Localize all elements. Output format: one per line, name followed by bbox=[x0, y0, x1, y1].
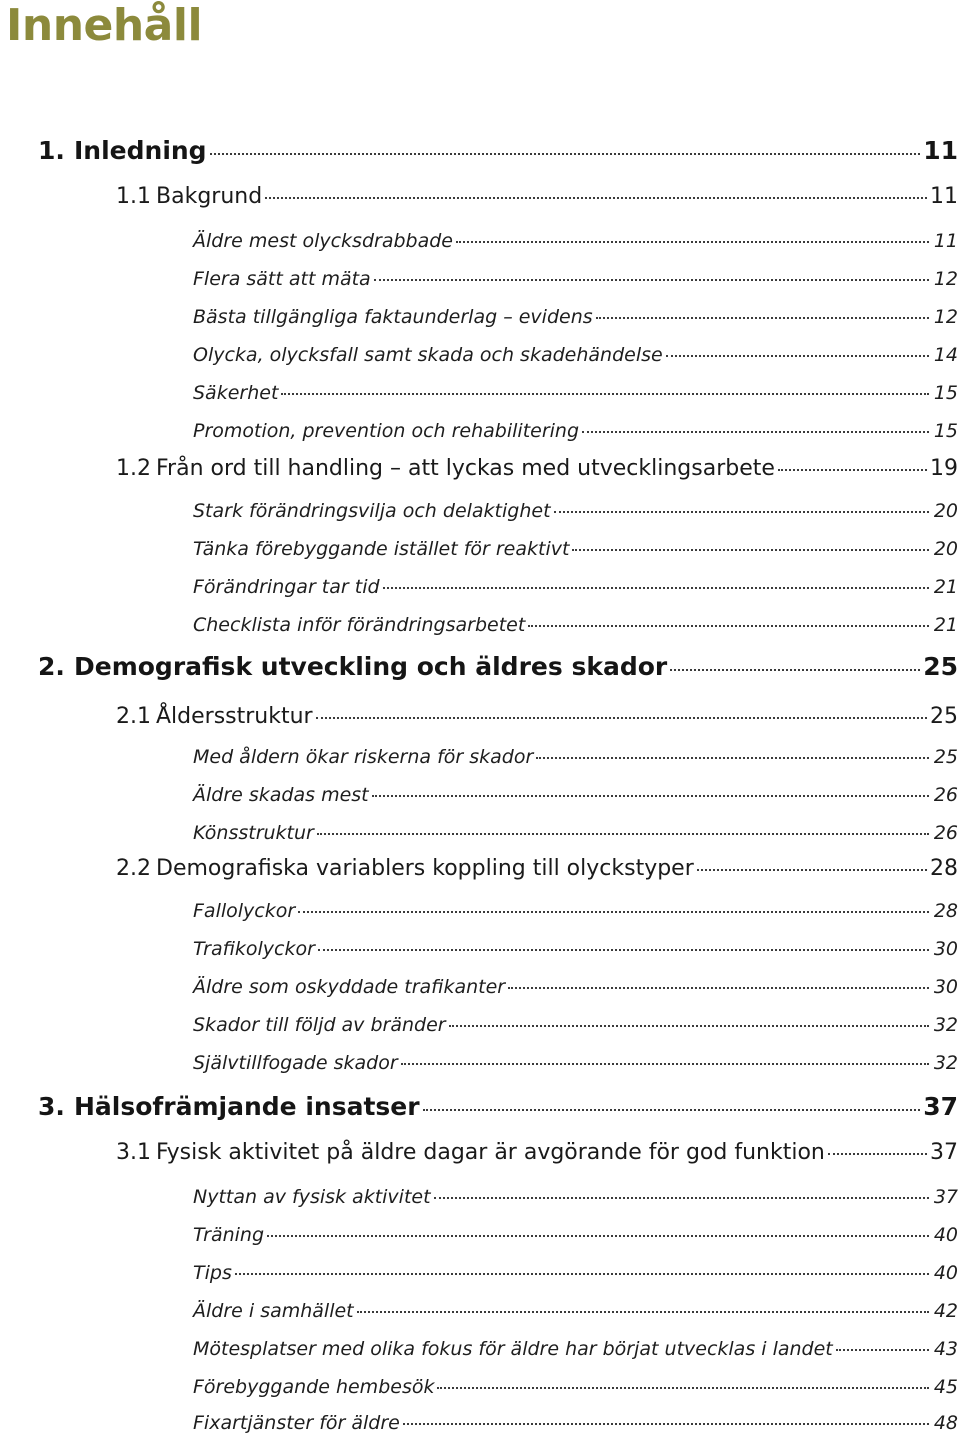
dot-leader bbox=[357, 1311, 929, 1313]
toc-chapter[interactable] bbox=[38, 1092, 958, 1122]
dot-leader bbox=[281, 393, 929, 395]
toc-title: Säkerhet bbox=[193, 382, 279, 404]
dot-leader bbox=[401, 1063, 929, 1065]
toc-page-number: 32 bbox=[933, 1052, 958, 1074]
dot-leader bbox=[670, 669, 920, 671]
toc-page-number: 40 bbox=[933, 1262, 958, 1284]
toc-page-number: 40 bbox=[933, 1224, 958, 1246]
toc-page-number: 25 bbox=[923, 652, 958, 681]
toc-subsection[interactable] bbox=[193, 1186, 958, 1209]
toc-subsection[interactable] bbox=[193, 1052, 958, 1075]
toc-chapter[interactable] bbox=[38, 136, 958, 166]
toc-subsection[interactable] bbox=[193, 344, 958, 367]
toc-subsection[interactable] bbox=[193, 614, 958, 637]
toc-title: Tips bbox=[193, 1262, 232, 1284]
toc-page-number: 11 bbox=[923, 136, 958, 165]
dot-leader bbox=[697, 869, 927, 871]
toc-title: Äldre i samhället bbox=[193, 1300, 354, 1322]
dot-leader bbox=[449, 1025, 929, 1027]
page-title: Innehåll bbox=[6, 0, 203, 51]
dot-leader bbox=[317, 833, 929, 835]
toc-page-number: 32 bbox=[933, 1014, 958, 1036]
toc-title: Äldre mest olycksdrabbade bbox=[193, 230, 453, 252]
dot-leader bbox=[374, 279, 929, 281]
toc-subsection[interactable] bbox=[193, 500, 958, 523]
toc-page-number: 20 bbox=[933, 500, 958, 522]
dot-leader bbox=[298, 911, 929, 913]
dot-leader bbox=[508, 987, 929, 989]
dot-leader bbox=[316, 717, 927, 719]
toc-page-number: 21 bbox=[933, 614, 958, 636]
toc-page-number: 20 bbox=[933, 538, 958, 560]
toc-number: 2. bbox=[38, 652, 65, 681]
toc-title: Fysisk aktivitet på äldre dagar är avgörande för god funktion bbox=[156, 1140, 825, 1165]
toc-title: Demografiska variablers koppling till olyckstyper bbox=[156, 856, 694, 881]
toc-title: Hälsofrämjande insatser bbox=[74, 1092, 420, 1121]
toc-title: Checklista inför förändringsarbetet bbox=[193, 614, 526, 636]
toc-page-number: 12 bbox=[933, 306, 958, 328]
toc-number: 2.1 bbox=[116, 704, 151, 729]
toc-subsection[interactable] bbox=[193, 1262, 958, 1285]
toc-subsection[interactable] bbox=[193, 306, 958, 329]
toc-title: Äldre som oskyddade trafikanter bbox=[193, 976, 506, 998]
dot-leader bbox=[554, 511, 929, 513]
dot-leader bbox=[828, 1153, 927, 1155]
toc-section[interactable] bbox=[116, 704, 958, 730]
toc-title: Förebyggande hembesök bbox=[193, 1376, 435, 1398]
toc-title: Bakgrund bbox=[156, 184, 263, 209]
toc-subsection[interactable] bbox=[193, 1300, 958, 1323]
toc-page-number: 43 bbox=[933, 1338, 958, 1360]
toc-page-number: 26 bbox=[933, 822, 958, 844]
toc-chapter[interactable] bbox=[38, 652, 958, 682]
toc-title: Könsstruktur bbox=[193, 822, 314, 844]
toc-page-number: 48 bbox=[933, 1412, 958, 1434]
toc-subsection[interactable] bbox=[193, 1014, 958, 1037]
toc-title: Tänka förebyggande istället för reaktivt bbox=[193, 538, 570, 560]
toc-title: Åldersstruktur bbox=[156, 704, 313, 729]
dot-leader bbox=[596, 317, 929, 319]
dot-leader bbox=[437, 1387, 929, 1389]
toc-title: Fallolyckor bbox=[193, 900, 296, 922]
toc-title: Bästa tillgängliga faktaunderlag – evidens bbox=[193, 306, 593, 328]
dot-leader bbox=[403, 1423, 929, 1425]
dot-leader bbox=[383, 587, 929, 589]
dot-leader bbox=[423, 1109, 921, 1111]
dot-leader bbox=[528, 625, 929, 627]
toc-subsection[interactable] bbox=[193, 268, 958, 291]
toc-page-number: 45 bbox=[933, 1376, 958, 1398]
toc-title: Från ord till handling – att lyckas med utvecklingsarbete bbox=[156, 456, 775, 481]
toc-subsection[interactable] bbox=[193, 382, 958, 405]
dot-leader bbox=[456, 241, 929, 243]
toc-section[interactable] bbox=[116, 456, 958, 482]
toc-subsection[interactable] bbox=[193, 822, 958, 845]
toc-page-number: 11 bbox=[930, 184, 958, 209]
toc-page-number: 19 bbox=[930, 456, 958, 481]
toc-subsection[interactable] bbox=[193, 784, 958, 807]
dot-leader bbox=[536, 757, 929, 759]
toc-page-number: 26 bbox=[933, 784, 958, 806]
toc-page-number: 37 bbox=[933, 1186, 958, 1208]
dot-leader bbox=[666, 355, 929, 357]
toc-title: Promotion, prevention och rehabilitering bbox=[193, 420, 580, 442]
toc-subsection[interactable] bbox=[193, 938, 958, 961]
toc-title: Mötesplatser med olika fokus för äldre har börjat utvecklas i landet bbox=[193, 1338, 833, 1360]
toc-section[interactable] bbox=[116, 856, 958, 882]
toc-subsection[interactable] bbox=[193, 230, 958, 253]
toc-number: 1.1 bbox=[116, 184, 151, 209]
toc-subsection[interactable] bbox=[193, 976, 958, 999]
toc-page-number: 37 bbox=[923, 1092, 958, 1121]
toc-number: 2.2 bbox=[116, 856, 151, 881]
dot-leader bbox=[778, 469, 927, 471]
toc-subsection[interactable] bbox=[193, 538, 958, 561]
toc-page-number: 15 bbox=[933, 382, 958, 404]
toc-page-number: 25 bbox=[930, 704, 958, 729]
toc-number: 3.1 bbox=[116, 1140, 151, 1165]
toc-title: Stark förändringsvilja och delaktighet bbox=[193, 500, 551, 522]
toc-number: 3. bbox=[38, 1092, 65, 1121]
toc-subsection[interactable] bbox=[193, 900, 958, 923]
dot-leader bbox=[235, 1273, 929, 1275]
dot-leader bbox=[836, 1349, 929, 1351]
toc-page-number: 28 bbox=[933, 900, 958, 922]
toc-title: Nyttan av fysisk aktivitet bbox=[193, 1186, 431, 1208]
toc-section[interactable] bbox=[116, 184, 958, 210]
toc-subsection[interactable] bbox=[193, 1376, 958, 1399]
toc-page-number: 21 bbox=[933, 576, 958, 598]
dot-leader bbox=[372, 795, 929, 797]
toc-title: Självtillfogade skador bbox=[193, 1052, 398, 1074]
dot-leader bbox=[582, 431, 929, 433]
dot-leader bbox=[434, 1197, 929, 1199]
toc-subsection[interactable] bbox=[193, 420, 958, 443]
toc-title: Olycka, olycksfall samt skada och skadehändelse bbox=[193, 344, 663, 366]
toc-page-number: 42 bbox=[933, 1300, 958, 1322]
toc-title: Trafikolyckor bbox=[193, 938, 315, 960]
toc-title: Förändringar tar tid bbox=[193, 576, 380, 598]
toc-section[interactable] bbox=[116, 1140, 958, 1166]
toc-subsection[interactable] bbox=[193, 746, 958, 769]
toc-title: Skador till följd av bränder bbox=[193, 1014, 446, 1036]
dot-leader bbox=[265, 197, 927, 199]
dot-leader bbox=[318, 949, 929, 951]
toc-page-number: 28 bbox=[930, 856, 958, 881]
toc-title: Äldre skadas mest bbox=[193, 784, 369, 806]
toc-page-number: 30 bbox=[933, 938, 958, 960]
toc-subsection[interactable] bbox=[193, 1412, 958, 1435]
dot-leader bbox=[210, 153, 921, 155]
toc-page-number: 15 bbox=[933, 420, 958, 442]
dot-leader bbox=[267, 1235, 929, 1237]
toc-page-number: 25 bbox=[933, 746, 958, 768]
toc-page-number: 12 bbox=[933, 268, 958, 290]
toc-title: Demografisk utveckling och äldres skador bbox=[74, 652, 668, 681]
toc-page-number: 11 bbox=[933, 230, 958, 252]
toc-page-number: 37 bbox=[930, 1140, 958, 1165]
toc-title: Träning bbox=[193, 1224, 265, 1246]
toc-subsection[interactable] bbox=[193, 1338, 958, 1361]
dot-leader bbox=[572, 549, 929, 551]
toc-subsection[interactable] bbox=[193, 576, 958, 599]
toc-title: Fixartjänster för äldre bbox=[193, 1412, 400, 1434]
toc-title: Flera sätt att mäta bbox=[193, 268, 371, 290]
toc-number: 1. bbox=[38, 136, 65, 165]
toc-page-number: 30 bbox=[933, 976, 958, 998]
toc-subsection[interactable] bbox=[193, 1224, 958, 1247]
toc-page-number: 14 bbox=[933, 344, 958, 366]
toc-title: Med åldern ökar riskerna för skador bbox=[193, 746, 534, 768]
toc-title: Inledning bbox=[74, 136, 207, 165]
toc-number: 1.2 bbox=[116, 456, 151, 481]
